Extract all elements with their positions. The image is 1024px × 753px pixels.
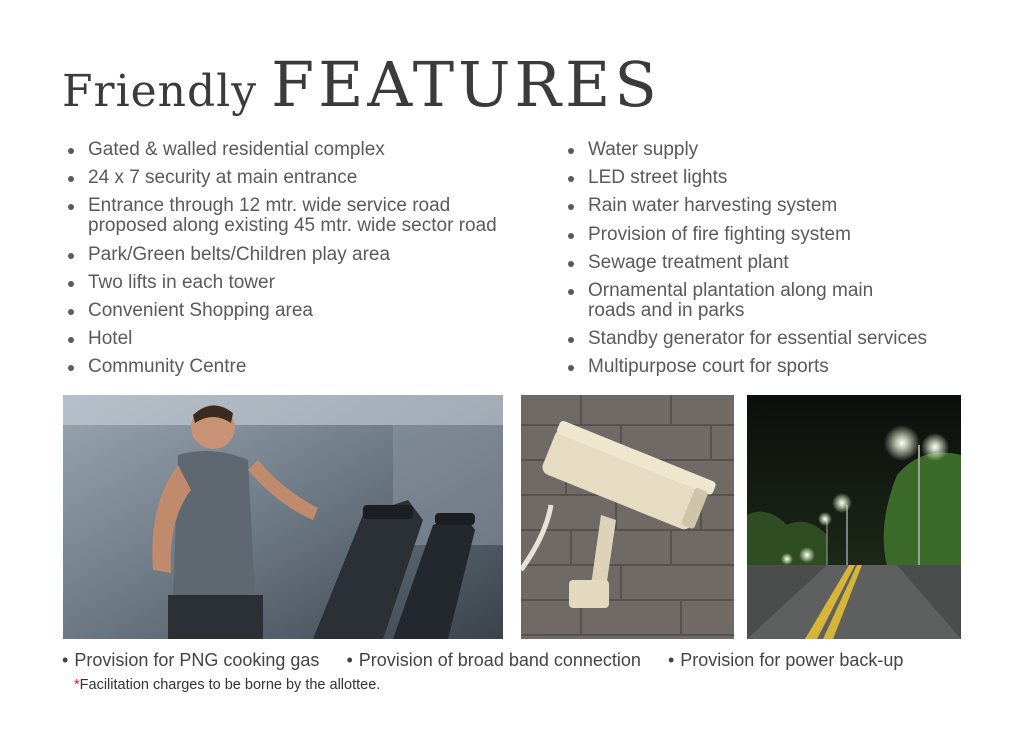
- feature-item: Park/Green belts/Children play area: [66, 245, 536, 265]
- footnote: [74, 677, 380, 693]
- feature-item: Water supply: [566, 140, 986, 160]
- footnote-asterisk: *: [74, 677, 80, 693]
- feature-item: Convenient Shopping area: [66, 301, 536, 321]
- page-title: [62, 48, 661, 121]
- feature-item: Entrance through 12 mtr. wide service road proposed along existing 45 mtr. wide sector road: [66, 196, 528, 236]
- feature-item: Community Centre: [66, 357, 536, 377]
- feature-item: Gated & walled residential complex: [66, 140, 536, 160]
- provisions-row: [62, 650, 982, 671]
- provision-item: • Provision for PNG cooking gas: [62, 650, 319, 670]
- feature-item: Two lifts in each tower: [66, 273, 536, 293]
- feature-item: Provision of fire fighting system: [566, 225, 986, 245]
- feature-item: Rain water harvesting system: [566, 196, 986, 216]
- feature-item: 24 x 7 security at main entrance: [66, 168, 536, 188]
- features-list-right: [566, 140, 986, 386]
- feature-item: Multipurpose court for sports: [566, 357, 986, 377]
- provision-item: • Provision of broad band connection: [346, 650, 641, 670]
- street-lights-photo: [747, 395, 961, 639]
- cctv-camera-photo: [521, 395, 734, 639]
- feature-item: Sewage treatment plant: [566, 253, 986, 273]
- provision-item: • Provision for power back-up: [668, 650, 903, 670]
- feature-item: Hotel: [66, 329, 536, 349]
- title-friendly: Friendly: [62, 66, 258, 117]
- feature-item: Ornamental plantation along main roads and in parks: [566, 281, 908, 321]
- footnote-text: Facilitation charges to be borne by the allottee.: [79, 677, 381, 693]
- features-list-left: [66, 140, 536, 386]
- feature-item: Standby generator for essential services: [566, 329, 986, 349]
- title-features: FEATURES: [271, 48, 661, 121]
- gym-photo: [63, 395, 503, 639]
- feature-item: LED street lights: [566, 168, 986, 188]
